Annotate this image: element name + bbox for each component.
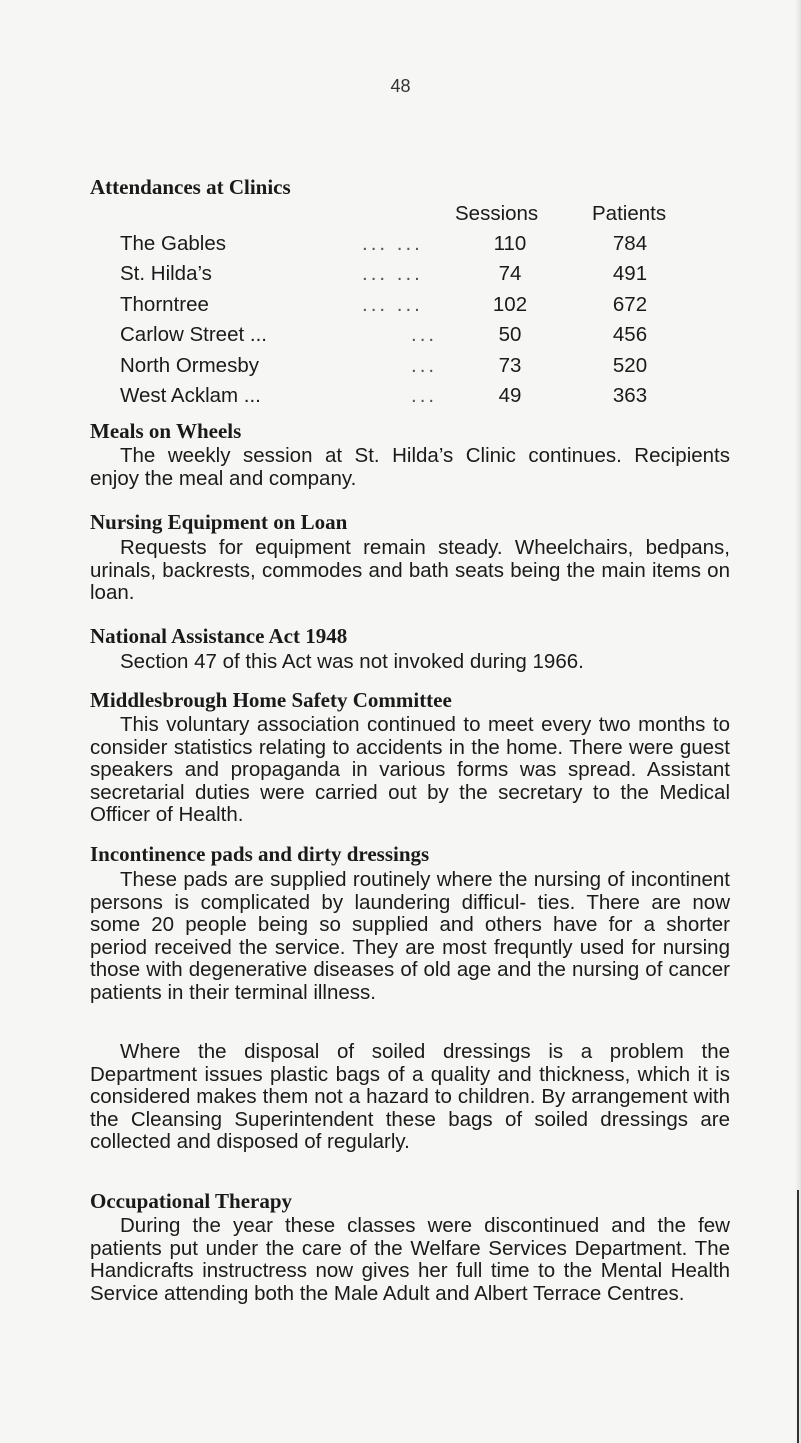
sessions-value: 74 (498, 262, 522, 285)
occupational-paragraph: During the year these classes were discontinued and the few patients put under the care of the Welfare Services Department. The Handicrafts instructress now gives her full time to the Mental Health Service attending both the Male Adult and Albert Terrace Centres. (90, 1214, 730, 1305)
sessions-value: 102 (492, 293, 528, 316)
incontinence-paragraph-1: These pads are supplied routinely where the nursing of incontinent persons is complicated by laundering difficul- ties. There are now some 20 people being so supplied and others have for a shorter period received the service. They are most frequntly used for nursing those with degenerative diseases of old age and the nursing of cancer patients in their terminal illness. (90, 868, 730, 1004)
sessions-value: 50 (498, 323, 522, 346)
table-row (0, 262, 801, 292)
meals-heading: Meals on Wheels (90, 419, 242, 443)
leader-dots: ... ... (362, 262, 423, 285)
assistance-paragraph: Section 47 of this Act was not invoked during 1966. (120, 650, 584, 673)
sessions-value: 73 (498, 354, 522, 377)
patients-column-header: Patients (592, 202, 667, 225)
leader-dots: ... (411, 354, 438, 377)
nursing-heading: Nursing Equipment on Loan (90, 510, 348, 534)
leader-dots: ... (411, 384, 438, 407)
patients-value: 520 (612, 354, 648, 377)
incontinence-heading: Incontinence pads and dirty dressings (90, 842, 430, 866)
table-row (0, 384, 801, 414)
table-row (0, 323, 801, 353)
page-edge-line (797, 1190, 799, 1443)
patients-value: 784 (612, 232, 648, 255)
sessions-value: 49 (498, 384, 522, 407)
clinic-name: St. Hilda’s (120, 262, 212, 285)
clinic-name: North Ormesby (120, 354, 259, 377)
table-row (0, 293, 801, 323)
sessions-column-header: Sessions (455, 202, 539, 225)
leader-dots: ... ... (362, 293, 423, 316)
leader-dots: ... ... (362, 232, 423, 255)
clinics-heading: Attendances at Clinics (90, 175, 291, 199)
occupational-heading: Occupational Therapy (90, 1189, 293, 1213)
patients-value: 363 (612, 384, 648, 407)
clinic-name: The Gables (120, 232, 226, 255)
safety-paragraph: This voluntary association continued to meet every two months to consider statistics relating to accidents in the home. There were guest speakers and propaganda in various forms was spread. Assistant secretarial duties were carried out by the secretary to the Medical Officer of Health. (90, 713, 730, 826)
nursing-paragraph: Requests for equipment remain steady. Wheelchairs, bedpans, urinals, backrests, commodes and bath seats being the main items on loan. (90, 536, 730, 604)
clinic-name: Carlow Street ... (120, 323, 267, 346)
meals-paragraph: The weekly session at St. Hilda’s Clinic continues. Recipients enjoy the meal and company. (90, 444, 730, 490)
patients-value: 672 (612, 293, 648, 316)
patients-value: 456 (612, 323, 648, 346)
leader-dots: ... (411, 323, 438, 346)
clinic-name: West Acklam ... (120, 384, 261, 407)
incontinence-paragraph-2: Where the disposal of soiled dressings is a problem the Department issues plastic bags of a quality and thickness, which it is considered makes them not a hazard to children. By arrangement with the Cleansing Superintendent these bags of soiled dressings are collected and disposed of regularly. (90, 1040, 730, 1153)
safety-heading: Middlesbrough Home Safety Committee (90, 688, 452, 712)
patients-value: 491 (612, 262, 648, 285)
page-number: 48 (390, 76, 411, 96)
clinic-name: Thorntree (120, 293, 209, 316)
sessions-value: 110 (493, 232, 527, 255)
assistance-heading: National Assistance Act 1948 (90, 624, 348, 648)
table-row (0, 232, 801, 262)
table-row (0, 354, 801, 384)
